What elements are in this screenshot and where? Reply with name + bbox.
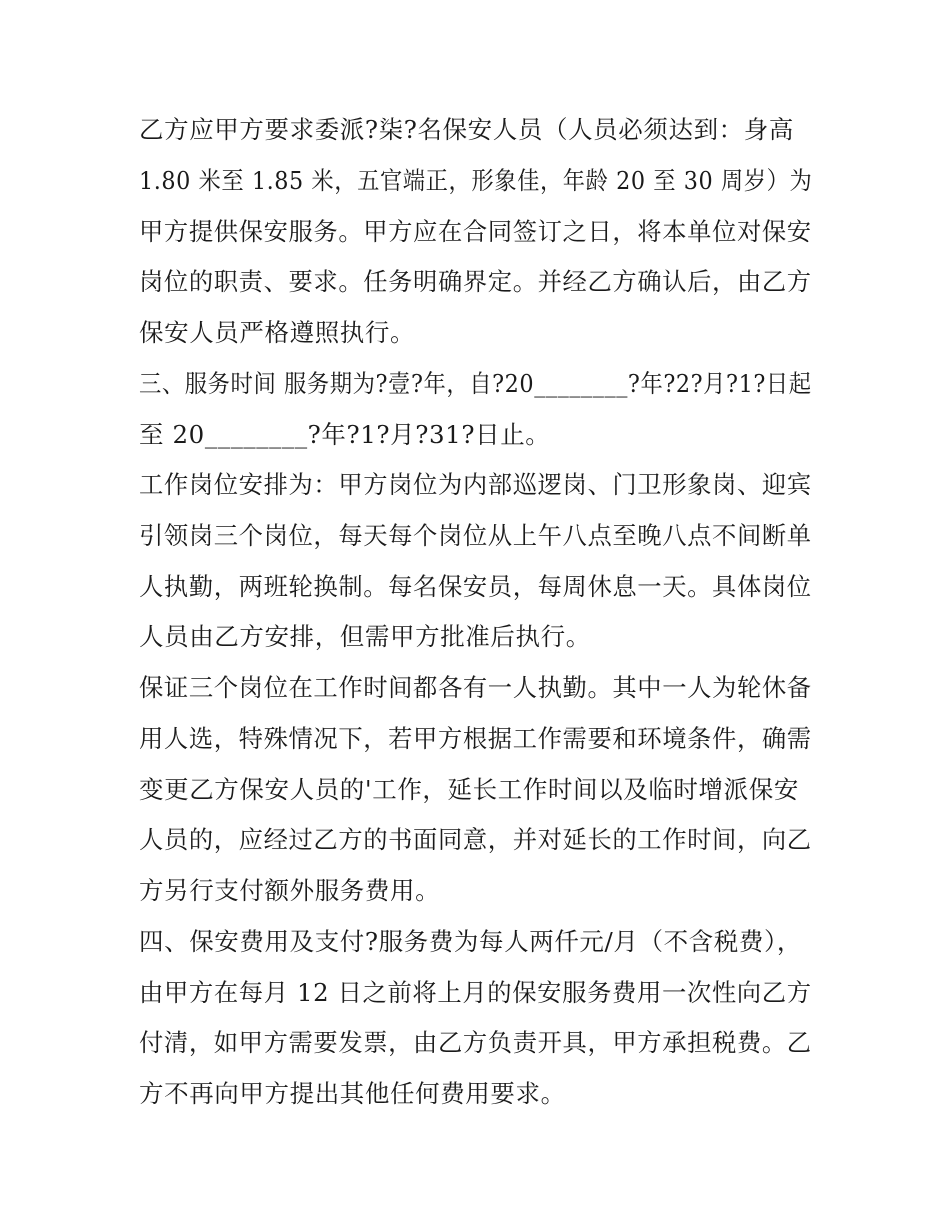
text-line: 保证三个岗位在工作时间都各有一人执勤。其中一人为轮休备 bbox=[139, 673, 812, 702]
text-line: 乙方应甲方要求委派?柒?名保安人员（人员必须达到：身高 bbox=[139, 115, 794, 144]
text-line: 人执勤，两班轮换制。每名保安员，每周休息一天。具体岗位 bbox=[139, 572, 812, 601]
text-line: 四、保安费用及支付?服务费为每人两仟元/月（不含税费）， bbox=[139, 927, 802, 956]
text-line: 保安人员严格遵照执行。 bbox=[139, 318, 416, 347]
text-line: 1.80 米至 1.85 米，五官端正，形象佳，年龄 20 至 30 周岁）为 bbox=[139, 166, 813, 195]
text-line: 甲方提供保安服务。甲方应在合同签订之日，将本单位对保安 bbox=[139, 217, 812, 246]
text-line: 岗位的职责、要求。任务明确界定。并经乙方确认后，由乙方 bbox=[139, 267, 812, 296]
text-line: 方另行支付额外服务费用。 bbox=[139, 876, 441, 905]
text-line: 三、服务时间 服务期为?壹?年，自?20________?年?2?月?1?日起 bbox=[139, 369, 812, 398]
text-line: 由甲方在每月 12 日之前将上月的保安服务费用一次性向乙方 bbox=[139, 978, 812, 1007]
text-line: 人员由乙方安排，但需甲方批准后执行。 bbox=[139, 622, 591, 651]
text-line: 用人选，特殊情况下，若甲方根据工作需要和环境条件，确需 bbox=[139, 724, 812, 753]
text-line: 引领岗三个岗位，每天每个岗位从上午八点至晚八点不间断单 bbox=[139, 521, 812, 550]
text-line: 方不再向甲方提出其他任何费用要求。 bbox=[139, 1079, 566, 1108]
text-line: 付清，如甲方需要发票，由乙方负责开具，甲方承担税费。乙 bbox=[139, 1028, 812, 1057]
text-line: 工作岗位安排为：甲方岗位为内部巡逻岗、门卫形象岗、迎宾 bbox=[139, 470, 812, 499]
text-line: 至 20________?年?1?月?31?日止。 bbox=[139, 420, 551, 449]
text-line: 人员的，应经过乙方的书面同意，并对延长的工作时间，向乙 bbox=[139, 825, 812, 854]
text-line: 变更乙方保安人员的'工作，延长工作时间以及临时增派保安 bbox=[139, 775, 799, 804]
